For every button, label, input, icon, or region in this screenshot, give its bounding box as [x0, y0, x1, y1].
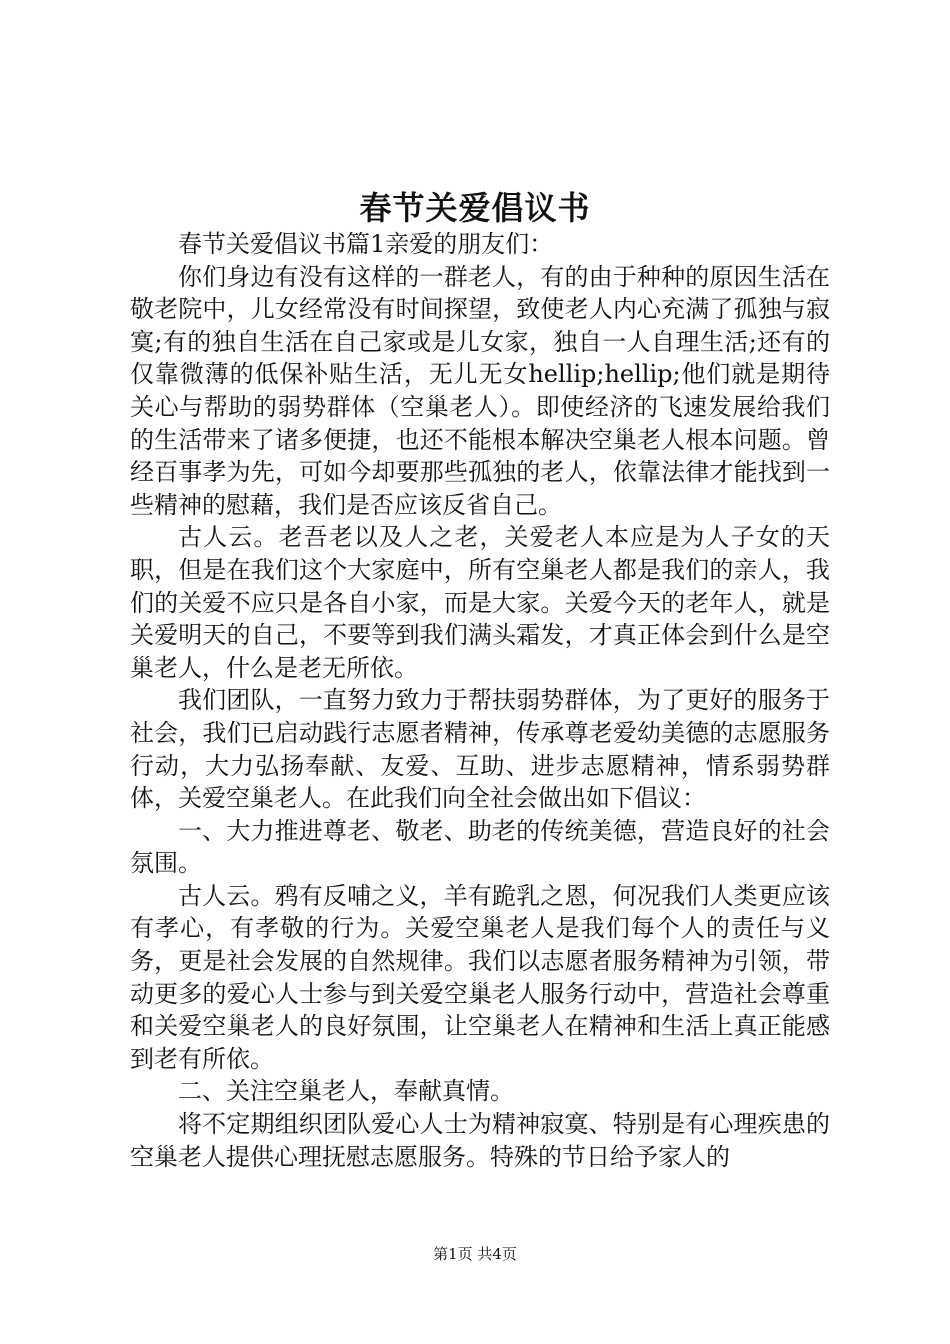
paragraph: 二、关注空巢老人，奉献真情。 [178, 1077, 514, 1106]
paragraph: 你们身边有没有这样的一群老人，有的由于种种的原因生活在敬老院中，儿女经常没有时间探望，致使老人内心充满了孤独与寂寞;有的独自生活在自己家或是儿女家，独自一人自理生活;还有的仅靠微薄的低保补贴生活，无儿无女hellip;hellip;他们就是期待关心与帮助的弱势群体（空巢老人）。即使经济的飞速发展给我们的生活带来了诸多便捷，也还不能根本解决空巢老人根本问题。曾经百事孝为先，可如今却要那些孤独的老人，依靠法律才能找到一些精神的慰藉，我们是否应该反省自己。 [130, 262, 830, 519]
page-footer: 第1页 共4页 [433, 1245, 517, 1263]
paragraph: 春节关爱倡议书篇1亲爱的朋友们： [178, 230, 554, 258]
document-body [130, 228, 830, 1173]
paragraph: 我们团队，一直努力致力于帮扶弱势群体，为了更好的服务于社会，我们已启动践行志愿者精神，传承尊老爱幼美德的志愿服务行动，大力弘扬奉献、友爱、互助、进步志愿精神，情系弱势群体，关爱空巢老人。在此我们向全社会做出如下倡议： [130, 686, 830, 813]
document-title: 春节关爱倡议书 [359, 189, 591, 227]
paragraph: 古人云。鸦有反哺之义，羊有跪乳之恩，何况我们人类更应该有孝心，有孝敬的行为。关爱空巢老人是我们每个人的责任与义务，更是社会发展的自然规律。我们以志愿者服务精神为引领，带动更多的爱心人士参与到关爱空巢老人服务行动中，营造社会尊重和关爱空巢老人的良好氛围，让空巢老人在精神和生活上真正能感到老有所依。 [130, 881, 830, 1073]
paragraph: 一、大力推进尊老、敬老、助老的传统美德，营造良好的社会氛围。 [130, 816, 830, 878]
paragraph: 将不定期组织团队爱心人士为精神寂寞、特别是有心理疾患的空巢老人提供心理抚慰志愿服务。特殊的节日给予家人的 [130, 1110, 830, 1171]
paragraph: 古人云。老吾老以及人之老，关爱老人本应是为人子女的天职，但是在我们这个大家庭中，所有空巢老人都是我们的亲人，我们的关爱不应只是各自小家，而是大家。关爱今天的老年人，就是关爱明天的自己，不要等到我们满头霜发，才真正体会到什么是空巢老人，什么是老无所依。 [130, 523, 830, 682]
